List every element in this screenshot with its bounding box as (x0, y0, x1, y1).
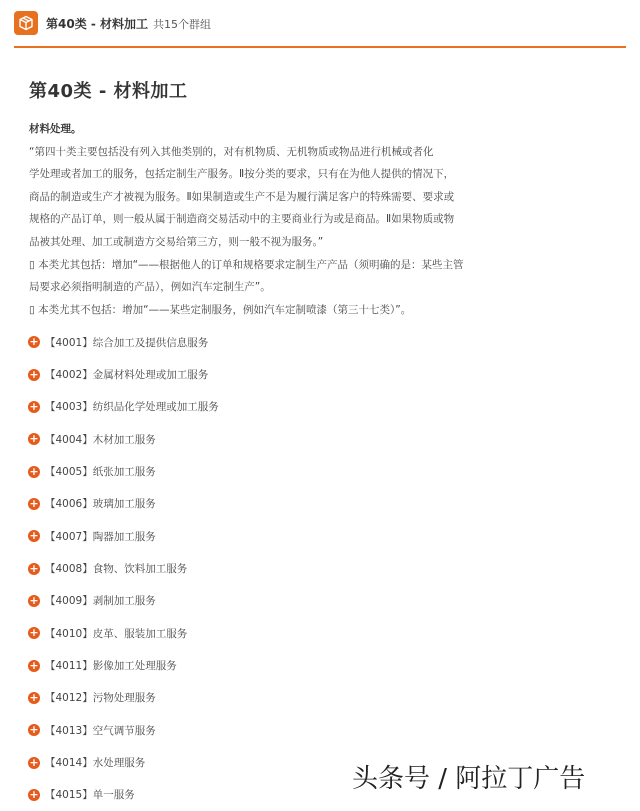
description-line: 学处理或者加工的服务，包括定制生产服务。Ⅱ按分类的要求，只有在为他人提供的情况下， (29, 168, 455, 181)
group-item-4009[interactable] (28, 585, 588, 617)
group-item-4011[interactable] (28, 649, 588, 681)
group-item-4010[interactable] (28, 617, 588, 649)
plus-circle-icon[interactable]: + (29, 787, 39, 801)
description-line: 规格的产品订单，则一般从属于制造商交易活动中的主要商业行为或是商品。Ⅱ如果物质或物 (29, 213, 455, 226)
description-line: “第四十类主要包括没有列入其他类别的，对有机物质、无机物质或物品进行机械或者化 (29, 145, 434, 158)
group-item-4005[interactable] (28, 455, 588, 487)
plus-circle-icon[interactable]: + (29, 367, 39, 381)
class-description (29, 118, 469, 321)
description-line: 品被其处理、加工或制造方交易给第三方，则一般不视为服务。” (29, 235, 324, 248)
group-label: 【4005】纸张加工服务 (45, 466, 156, 479)
description-line: 商品的制造或生产才被视为服务。Ⅱ如果制造或生产不是为履行满足客户的特殊需要、要求或 (29, 190, 455, 203)
plus-circle-icon[interactable]: + (29, 593, 39, 607)
plus-circle-icon[interactable]: + (29, 399, 39, 413)
group-item-4003[interactable] (28, 391, 588, 423)
group-label: 【4007】陶器加工服务 (45, 530, 156, 543)
plus-circle-icon[interactable]: + (29, 496, 39, 510)
group-label: 【4002】金属材料处理或加工服务 (45, 369, 209, 382)
group-item-4006[interactable] (28, 488, 588, 520)
plus-circle-icon[interactable]: + (29, 755, 39, 769)
box-icon[interactable] (14, 11, 38, 35)
group-label: 【4009】剥制加工服务 (45, 595, 156, 608)
header-title: 第40类 - 材料加工 (46, 17, 149, 31)
includes-note: 局要求必须指明制造的产品），例如汽车定制生产”。 (29, 281, 271, 294)
group-label: 【4011】影像加工处理服务 (45, 660, 177, 673)
group-item-4008[interactable] (28, 552, 588, 584)
group-label: 【4013】空气调节服务 (45, 724, 156, 737)
plus-circle-icon[interactable]: + (29, 626, 39, 640)
plus-circle-icon[interactable]: + (29, 690, 39, 704)
group-item-4013[interactable] (28, 714, 588, 746)
page-title: 第40类 - 材料加工 (29, 81, 188, 102)
plus-circle-icon[interactable]: + (29, 529, 39, 543)
group-item-4007[interactable] (28, 520, 588, 552)
group-label: 【4001】综合加工及提供信息服务 (45, 336, 209, 349)
group-item-4004[interactable] (28, 423, 588, 455)
group-label: 【4010】皮革、服装加工服务 (45, 627, 188, 640)
plus-circle-icon[interactable]: + (29, 561, 39, 575)
group-label: 【4014】水处理服务 (45, 757, 146, 770)
watermark: 头条号 / 阿拉丁广告 (352, 764, 586, 794)
group-list (28, 326, 588, 811)
plus-circle-icon[interactable]: + (29, 723, 39, 737)
group-label: 【4006】玻璃加工服务 (45, 498, 156, 511)
page-header (0, 0, 640, 46)
description-subheading: 材料处理。 (29, 123, 82, 135)
group-item-4002[interactable] (28, 358, 588, 390)
group-item-4012[interactable] (28, 682, 588, 714)
header-divider (14, 46, 626, 48)
plus-circle-icon[interactable]: + (29, 432, 39, 446)
group-label: 【4012】污物处理服务 (45, 692, 156, 705)
group-count: 共15个群组 (153, 18, 211, 31)
group-label: 【4003】纺织品化学处理或加工服务 (45, 401, 219, 414)
includes-note: ▯ 本类尤其包括：增加“——根据他人的订单和规格要求定制生产产品（须明确的是：某些主管 (29, 258, 464, 271)
plus-circle-icon[interactable]: + (29, 464, 39, 478)
group-label: 【4004】木材加工服务 (45, 433, 156, 446)
group-label: 【4008】食物、饮料加工服务 (45, 563, 188, 576)
plus-circle-icon[interactable]: + (29, 658, 39, 672)
group-item-4001[interactable] (28, 326, 588, 358)
plus-circle-icon[interactable]: + (29, 335, 39, 349)
group-label: 【4015】单一服务 (45, 789, 135, 802)
excludes-note: ▯ 本类尤其不包括：增加“——某些定制服务，例如汽车定制喷漆（第三十七类）”。 (29, 303, 412, 316)
